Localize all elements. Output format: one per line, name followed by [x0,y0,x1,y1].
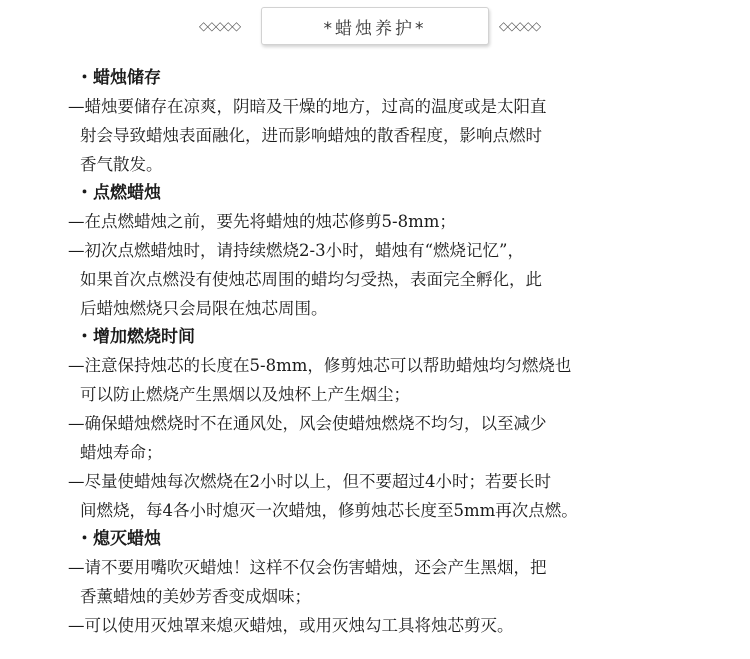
item-line: 射会导致蜡烛表面融化，进而影响蜡烛的散香程度，影响点燃时 [80,126,542,145]
list-item [68,92,708,179]
item-line: —确保蜡烛燃烧时不在通风处，风会使蜡烛燃烧不均匀，以至减少 [68,414,547,433]
list-item [68,467,708,525]
section-lighting [68,179,708,323]
item-line: 后蜡烛燃烧只会局限在烛芯周围。 [80,299,328,318]
list-item [68,553,708,611]
item-line: —蜡烛要储存在凉爽，阴暗及干燥的地方，过高的温度或是太阳直 [68,97,547,116]
list-item [68,207,708,236]
item-line: 如果首次点燃没有使烛芯周围的蜡均匀受热，表面完全孵化，此 [80,270,542,289]
item-line: —初次点燃蜡烛时，请持续燃烧2-3小时，蜡烛有“燃烧记忆”， [68,241,524,260]
item-line: 间燃烧，每4各小时熄灭一次蜡烛，修剪烛芯长度至5mm再次点燃。 [80,501,578,520]
item-line: 可以防止燃烧产生黑烟以及烛杯上产生烟尘； [80,385,410,404]
section-title: ・熄灭蜡烛 [76,529,161,549]
item-line: —可以使用灭烛罩来熄灭蜡烛，或用灭烛勾工具将烛芯剪灭。 [68,616,514,635]
diamond-ornament-right: ◇◇◇◇◇ [499,19,541,33]
section-title: ・点燃蜡烛 [76,183,161,203]
section-extinguishing [68,525,708,640]
item-line: —尽量使蜡烛每次燃烧在2小时以上，但不要超过4小时；若要长时 [68,472,551,491]
section-storage [68,64,708,179]
item-line: 香薰蜡烛的美妙芳香变成烟味； [80,587,311,606]
header [0,7,750,47]
item-line: —请不要用嘴吹灭蜡烛！这样不仅会伤害蜡烛，还会产生黑烟，把 [68,558,547,577]
section-title: ・蜡烛储存 [76,68,161,88]
item-line: —在点燃蜡烛之前，要先将蜡烛的烛芯修剪5-8mm； [68,212,456,231]
section-burn-time [68,323,708,525]
care-instructions [68,64,708,640]
section-title: ・增加燃烧时间 [76,327,195,347]
item-line: 蜡烛寿命； [80,443,163,462]
list-item [68,351,708,409]
list-item [68,409,708,467]
diamond-ornament-left: ◇◇◇◇◇ [199,19,241,33]
item-line: —注意保持烛芯的长度在5-8mm，修剪烛芯可以帮助蜡烛均匀燃烧也 [68,356,572,375]
list-item [68,611,708,640]
list-item [68,236,708,323]
page-title: *蜡烛养护* [261,7,489,45]
item-line: 香气散发。 [80,155,163,174]
